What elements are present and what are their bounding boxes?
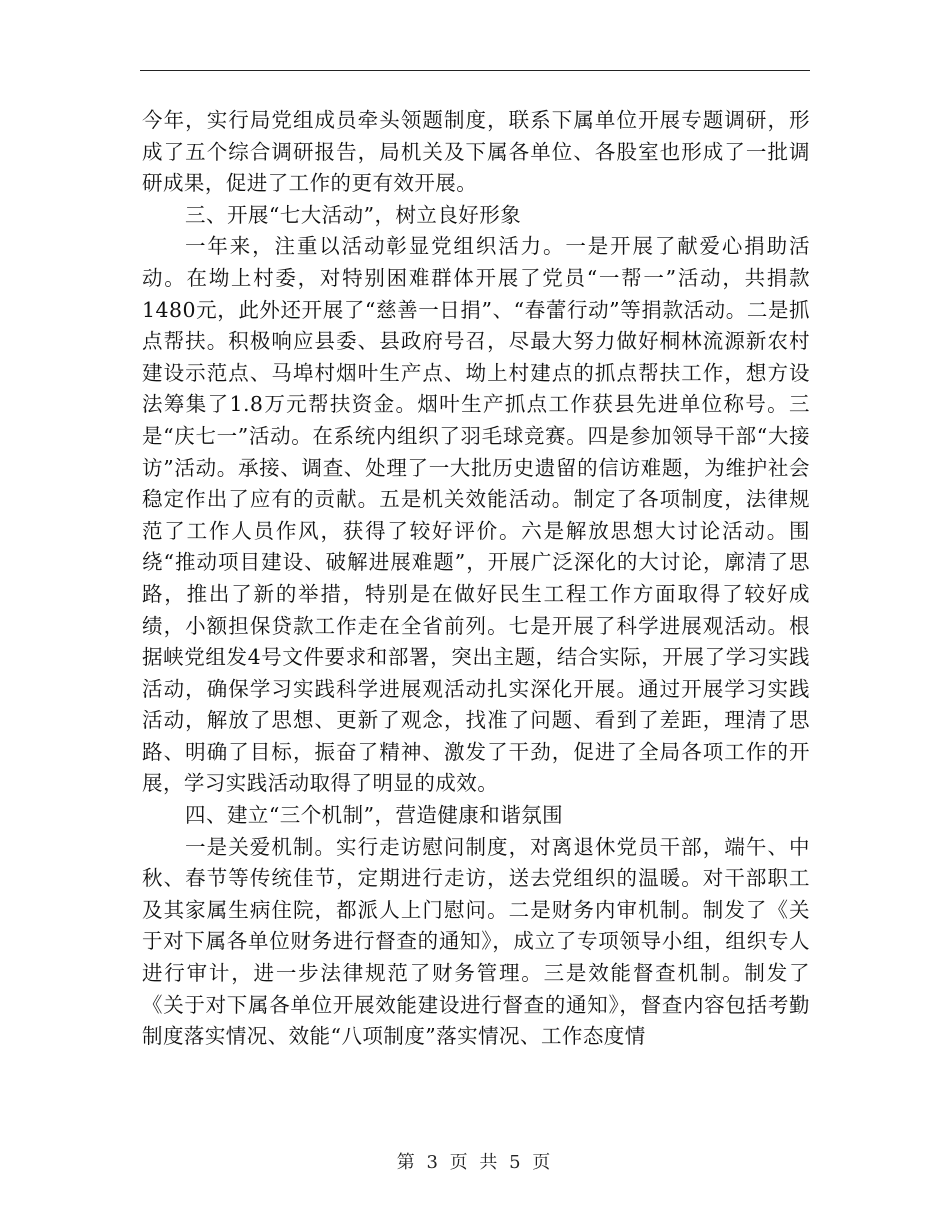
paragraph-three-mechanisms: 一是关爱机制。实行走访慰问制度，对离退休党员干部，端午、中秋、春节等传统佳节，定期进行走访，送去党组织的温暖。对干部职工及其家属生病住院，都派人上门慰问。二是财务内审机制。制发了《关于对下属各单位财务进行督查的通知》，成立了专项领导小组，组织专人进行审计，进一步法律规范了财务管理。三是效能督查机制。制发了《关于对下属各单位开展效能建设进行督查的通知》，督查内容包括考勤制度落实情况、效能“八项制度”落实情况、工作态度情 [142, 834, 810, 1049]
paragraph-seven-activities: 一年来，注重以活动彰显党组织活力。一是开展了献爱心捐助活动。在坳上村委，对特别困难群体开展了党员“一帮一”活动，共捐款1480元，此外还开展了“慈善一日捐”、“春蕾行动”等捐款活动。二是抓点帮扶。积极响应县委、县政府号召，尽最大努力做好桐林流源新农村建设示范点、马埠村烟叶生产点、坳上村建点的抓点帮扶工作，想方设法筹集了1.8万元帮扶资金。烟叶生产抓点工作获县先进单位称号。三是“庆七一”活动。在系统内组织了羽毛球竞赛。四是参加领导干部“大接访”活动。承接、调查、处理了一大批历史遗留的信访难题，为维护社会稳定作出了应有的贡献。五是机关效能活动。制定了各项制度，法律规范了工作人员作风，获得了较好评价。六是解放思想大讨论活动。围绕“推动项目建设、破解进展难题”，开展广泛深化的大讨论，廓清了思路，推出了新的举措，特别是在做好民生工程工作方面取得了较好成绩，小额担保贷款工作走在全省前列。七是开展了科学进展观活动。根据峡党组发4号文件要求和部署，突出主题，结合实际，开展了学习实践活动，确保学习实践科学进展观活动扎实深化开展。通过开展学习实践活动，解放了思想、更新了观念，找准了问题、看到了差距，理清了思路、明确了目标，振奋了精神、激发了干劲，促进了全局各项工作的开展，学习实践活动取得了明显的成效。 [142, 234, 810, 796]
section-heading-three: 三、开展“七大活动”，树立良好形象 [185, 202, 522, 227]
paragraph-continuation: 今年，实行局党组成员牵头领题制度，联系下属单位开展专题调研，形成了五个综合调研报告，局机关及下属各单位、各股室也形成了一批调研成果，促进了工作的更有效开展。 [142, 108, 810, 196]
document-body [142, 105, 810, 1053]
section-heading-four: 四、建立“三个机制”，营造健康和谐氛围 [185, 803, 564, 828]
header-rule [140, 70, 810, 71]
page-number-footer: 第 3 页 共 5 页 [396, 1152, 554, 1173]
